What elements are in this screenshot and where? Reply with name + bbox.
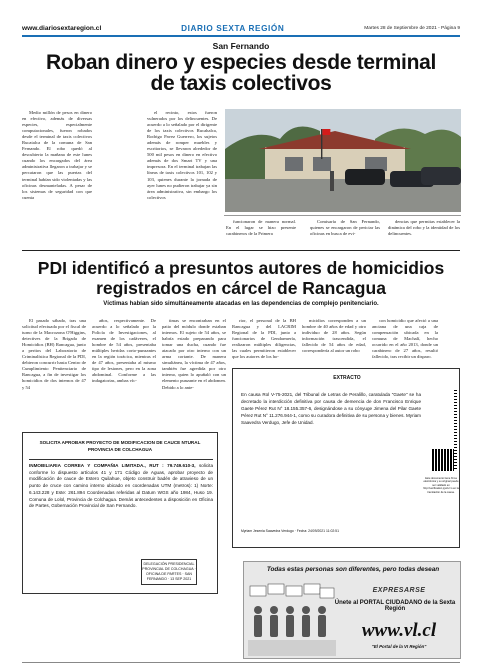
footer-rule	[22, 662, 460, 663]
legal-notice-title-line1: SOLICITA APROBAR PROYECTO DE MODIFICACION DE CAUCE NTURAL	[39, 440, 201, 445]
legal-notice-company: INMOBILIARIA CORREA Y COMPAÑIA LIMITADA., RUT : 79.749.610-3,	[29, 463, 196, 468]
article2-column-6-text: con homicidio que afectó a una anciana de una caja de compensación ubicada en la comuna de Machalí, hecho ocurrido en el año 2013, donde un carabinero de 27 años, resultó fallecido, tras recibir un disparo.	[372, 318, 438, 360]
qr-code-icon[interactable]	[432, 449, 454, 471]
portal-ad[interactable]	[243, 561, 461, 659]
extracto-note: Este documento tiene firma electrónica y su original puede ser validado en http://verificadoc.pjud.cl o en la tramitación de la causa.	[423, 477, 459, 494]
office-stamp: DELEGACIÓN PRESIDENCIAL PROVINCIAL DE COLCHAGUA · OFICINA DE PARTES · SAN FERNANDO · 13 SEP 2021	[141, 559, 197, 585]
article2-title-line2: registrados en cárcel de Rancagua	[96, 278, 386, 298]
issue-date: Martes 28 de Septiembre de 2021 - Página 9	[364, 25, 460, 31]
article1-column-1-text: Medio millón de pesos en dinero en efectivo, además de diversas especies, especialmente computacionales, fueron robados desde el terminal de taxis colectivos Rucatalca de la comuna de San Fernando. El robo quedó al descubierto la mañana de este lunes cuando los encargados del área administrativa llegaron a trabajar y se percataron que las puertas del terminal habían sido violentadas y las oficinas desmanteladas. A pesar de los sistemas de seguridad con que cuenta	[22, 110, 92, 200]
article2-column-5-text: micidios corresponden a un hombre de 40 años de edad y otro individuo de 28 años. Según información trascendida, el fallecido de 54 años de edad, correspondería al autor un robo	[302, 318, 366, 354]
article1-kicker: San Fernando	[212, 41, 270, 51]
article2-column-3-text: timas se encontraban en el patio del módulo donde estaban internos. El sujeto de 54 años, se habría estado preparando para tomar una ducha, cuando fue atacado por otro interno con un arma cortante. De manera simultánea, la víctima de 47 años, también fue agredida por otro interno, quien lo apuñaló con un elemento punzante en el abdomen. Debido a lo ante-	[162, 318, 226, 390]
article1-column-4-text: Comisaría de San Fernando, quienes se encargaron de periciar las oficinas en busca de evi-	[310, 219, 380, 237]
article1-column-3-text: funcionaron de manera normal. En el lugar se hizo presente carabineros de la Primera	[226, 219, 296, 237]
page-header	[22, 22, 460, 34]
extracto-title: EXTRACTO	[333, 375, 361, 381]
site-url[interactable]: www.diariosextaregion.cl	[22, 24, 102, 32]
article2-column-6	[372, 318, 438, 366]
article2-column-3	[162, 318, 226, 424]
article2-title	[22, 258, 460, 298]
article1-column-5-text: dencias que permitas establecer la dinámica del robo y la identidad de los delincuentes.	[388, 219, 460, 237]
article1-column-2	[147, 110, 217, 246]
extracto-body: En causa Rol V-75-2021, del Tribunal de Letras de Peralillo, caratulada "Gaete" se ha decretado la interdicción definitiva por causa de demencia de don Francisco Enrique Gaete Pérez Rut N° 18.155.357-6, designándose a su cónyuge Jimena del Pilar Gaete Pérez Rut N° 11.276.944-1, como su curadora definitiva de su persona y bienes. Myriam Saavedra Verdugo, Jefe de Unidad.	[241, 392, 421, 425]
legal-notice-divider	[29, 459, 213, 460]
article1-column-3	[226, 219, 296, 247]
legal-notice-title	[27, 439, 213, 453]
ad-url[interactable]: www.vl.cl	[361, 620, 437, 641]
article2-column-1-text: El pasado sábado, tras una solicitud efectuada por el fiscal de turno de la Macrozona O'Higgins, detectives de la Brigada de Homicidios (BH) Rancagua, junto a peritos del Laboratorio de Criminalística Regional de la PDI, debieron concurrir hasta Centro de Cumplimiento Penitenciario de Rancagua, a fin de investigar los homicidios de dos internos de 47 y 54	[22, 318, 86, 390]
article1-column-2-text: el recinto, estos fueron vulnerados por los delincuentes. De acuerdo a lo señalado por el dirigente de los taxis colectivos Rucahalca, Rodrigo Pavez Guerrero, los sujetos además de romper muebles y escritorios, se llevaron alrededor de 500 mil pesos en dinero en efectivo además de dos Smart TV y una impresora. En el terminal trabajan las líneas de taxis colectivos 101, 102 y 103, quienes durante la jornada de ayer lunes no pudieron trabajar ya sin área administrativa, sin embargo los colectivos	[147, 110, 217, 200]
terminal-photo-image	[225, 109, 461, 212]
terminal-photo	[225, 109, 461, 212]
legal-notice-body	[29, 463, 213, 510]
extracto-box	[232, 368, 460, 548]
article2-column-5	[302, 318, 366, 366]
article1-title	[22, 52, 460, 94]
article2-column-1	[22, 318, 86, 418]
article1-column-4	[310, 219, 380, 247]
extracto-signature: Myriam Jesenia Saavedra Verdugo · Fecha: 24/09/2021 11:02:51	[241, 529, 339, 533]
article2-column-2	[92, 318, 156, 418]
article1-title-line2: de taxis colectivos	[150, 72, 332, 95]
article2-column-2-text: años, respectivamente. De acuerdo a lo señalado por la Policía de Investigaciones, al examen de los cadáveres, el hombre de 54 años, presentaba múltiples heridas corto-punzantes en la región torácica, mientras el de 47 años, presentaba al mismo tipo de lesiones, pero en la zona abdominal. Conforme a las indagatorias, ambas víc-	[92, 318, 156, 384]
legal-notice-text: solicita conforme lo dispuesto artículos 41 y 171 Código de Aguas, aprobar proyecto de modificación de cauce de Estero Quilahue, objeto construir badén de atravieso de un punto de cruce con camino interno ubicado en coordenadas UTM (metros): 1) Norte: 6.143.228 y Este: 261.894 Coordenadas referidas al Datum WGS año 1984, Huso 19. Comuna de Lolol, Provincia de Colchagua. Demás antecedentes a disposición en Oficina de Partes, Gobernación Provincial de San Fernando.	[29, 463, 213, 509]
people-illustration-icon	[248, 580, 336, 656]
ad-express: EXPRESARSE	[372, 587, 426, 594]
ad-headline: Todas estas personas son diferentes, pero todas desean	[266, 566, 440, 573]
legal-notice-box	[22, 432, 218, 594]
section-separator	[22, 250, 460, 251]
article2-title-line1: PDI identificó a presuntos autores de homicidios	[37, 258, 445, 278]
article2-column-4-text: rior, el personal de la BH Rancagua y del LACRIM Regional de la PDI, junto a funcionarios de Gendarmería, realizaron múltiples diligencias, las cuales permitieron establecer que los autores de los ho-	[232, 318, 296, 360]
paper-name: DIARIO SEXTA REGIÓN	[181, 23, 285, 33]
article2-subtitle: Víctimas habían sido simultáneamente atacadas en las dependencias de complejo penitenciario.	[103, 301, 379, 307]
ad-slogan: "El Portal de la VI Región"	[371, 644, 427, 649]
article2-column-4	[232, 318, 296, 366]
article1-column-1	[22, 110, 92, 246]
header-rule	[22, 35, 460, 37]
article1-column-5	[388, 219, 460, 247]
article1-title-line1: Roban dinero y especies desde terminal	[45, 51, 437, 74]
legal-notice-title-line2: PROVINCIA DE COLCHAGUA	[87, 447, 153, 452]
ad-portal-line: Únete al PORTAL CIUDADANO de la Sexta Región	[334, 600, 456, 612]
verification-barcode	[454, 389, 457, 469]
